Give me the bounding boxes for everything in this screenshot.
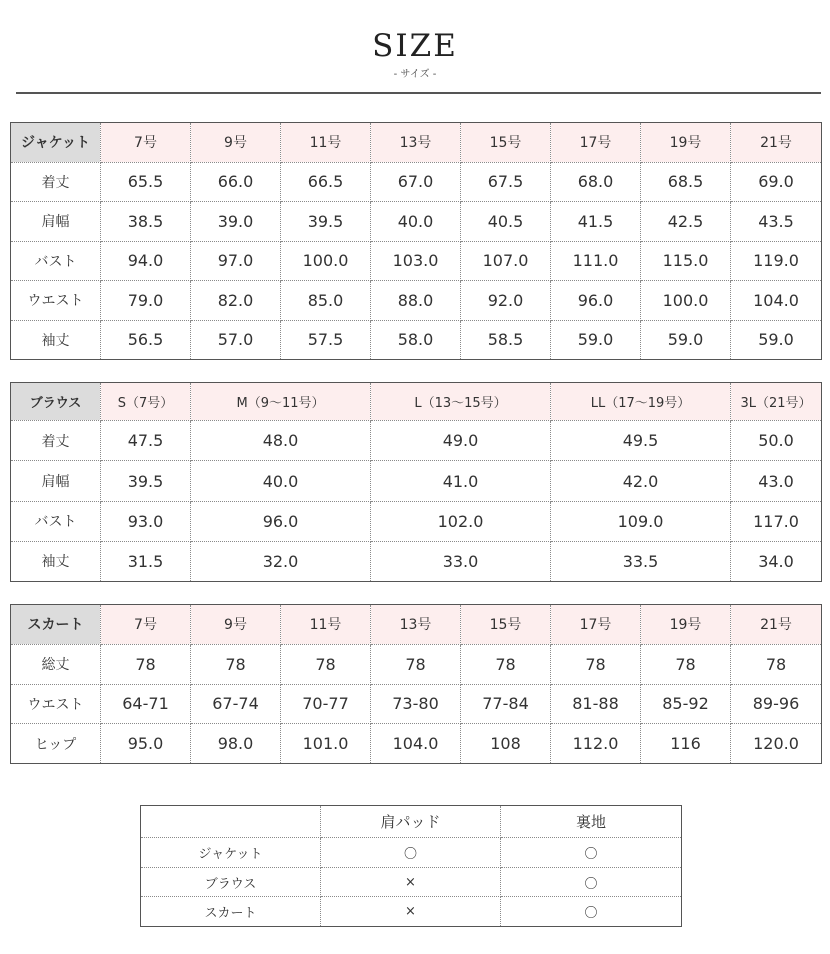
table-cell: 34.0 <box>731 541 822 581</box>
table-cell: 78 <box>281 644 371 684</box>
size-header: 19号 <box>641 123 731 163</box>
table-cell: 66.5 <box>281 162 371 202</box>
size-header: 11号 <box>281 123 371 163</box>
page-title: SIZE <box>372 28 458 64</box>
table-cell: 98.0 <box>191 724 281 764</box>
table-cell: 67.5 <box>461 162 551 202</box>
table-cell: 85-92 <box>641 684 731 724</box>
measurement-label: 着丈 <box>11 421 101 461</box>
table-cell: 59.0 <box>731 320 822 360</box>
size-header: 15号 <box>461 605 551 645</box>
table-cell: 69.0 <box>731 162 822 202</box>
features-row-label: スカート <box>141 897 321 927</box>
size-header: LL（17〜19号） <box>551 383 731 421</box>
table-row <box>11 501 822 541</box>
table-row <box>11 724 822 764</box>
size-header: 17号 <box>551 123 641 163</box>
blouse-header-row <box>11 383 822 421</box>
features-mark: 〇 <box>501 867 682 897</box>
table-cell: 78 <box>731 644 822 684</box>
table-cell: 43.5 <box>731 202 822 242</box>
table-cell: 41.5 <box>551 202 641 242</box>
size-header: 21号 <box>731 605 822 645</box>
table-cell: 58.5 <box>461 320 551 360</box>
table-row <box>11 644 822 684</box>
table-cell: 111.0 <box>551 241 641 281</box>
table-cell: 115.0 <box>641 241 731 281</box>
table-cell: 117.0 <box>731 501 822 541</box>
size-header: 7号 <box>101 123 191 163</box>
table-cell: 67.0 <box>371 162 461 202</box>
table-cell: 120.0 <box>731 724 822 764</box>
features-corner <box>141 806 321 838</box>
table-cell: 94.0 <box>101 241 191 281</box>
jacket-table-label: ジャケット <box>11 123 101 163</box>
table-cell: 39.5 <box>281 202 371 242</box>
table-row <box>11 281 822 321</box>
table-cell: 49.5 <box>551 421 731 461</box>
table-cell: 31.5 <box>101 541 191 581</box>
table-cell: 93.0 <box>101 501 191 541</box>
size-header: 9号 <box>191 123 281 163</box>
table-cell: 33.5 <box>551 541 731 581</box>
table-cell: 79.0 <box>101 281 191 321</box>
size-header: 19号 <box>641 605 731 645</box>
size-header: S（7号） <box>101 383 191 421</box>
size-header: 9号 <box>191 605 281 645</box>
features-header: 肩パッド <box>321 806 501 838</box>
table-cell: 56.5 <box>101 320 191 360</box>
table-cell: 92.0 <box>461 281 551 321</box>
table-cell: 78 <box>371 644 461 684</box>
table-cell: 96.0 <box>551 281 641 321</box>
features-mark: × <box>321 897 501 927</box>
table-cell: 59.0 <box>551 320 641 360</box>
page-subtitle: - サイズ - <box>393 69 437 80</box>
features-mark: 〇 <box>501 838 682 868</box>
table-cell: 102.0 <box>371 501 551 541</box>
measurement-label: 着丈 <box>11 162 101 202</box>
table-cell: 82.0 <box>191 281 281 321</box>
size-header: 11号 <box>281 605 371 645</box>
table-cell: 108 <box>461 724 551 764</box>
table-cell: 43.0 <box>731 461 822 501</box>
table-cell: 103.0 <box>371 241 461 281</box>
measurement-label: バスト <box>11 501 101 541</box>
table-cell: 85.0 <box>281 281 371 321</box>
table-cell: 112.0 <box>551 724 641 764</box>
measurement-label: 肩幅 <box>11 461 101 501</box>
table-row <box>11 241 822 281</box>
table-cell: 57.5 <box>281 320 371 360</box>
skirt-table-label: スカート <box>11 605 101 645</box>
table-cell: 41.0 <box>371 461 551 501</box>
size-header: 15号 <box>461 123 551 163</box>
table-cell: 116 <box>641 724 731 764</box>
table-cell: 40.0 <box>371 202 461 242</box>
table-cell: 40.0 <box>191 461 371 501</box>
title-divider <box>16 92 821 94</box>
measurement-label: 総丈 <box>11 644 101 684</box>
blouse-table-label: ブラウス <box>11 383 101 421</box>
table-cell: 119.0 <box>731 241 822 281</box>
skirt-size-table <box>10 604 822 764</box>
table-cell: 39.0 <box>191 202 281 242</box>
measurement-label: 肩幅 <box>11 202 101 242</box>
skirt-header-row <box>11 605 822 645</box>
size-header: L（13〜15号） <box>371 383 551 421</box>
table-cell: 48.0 <box>191 421 371 461</box>
table-cell: 78 <box>551 644 641 684</box>
table-cell: 40.5 <box>461 202 551 242</box>
table-cell: 59.0 <box>641 320 731 360</box>
table-cell: 96.0 <box>191 501 371 541</box>
table-cell: 42.5 <box>641 202 731 242</box>
features-row-label: ブラウス <box>141 867 321 897</box>
table-cell: 67-74 <box>191 684 281 724</box>
table-cell: 38.5 <box>101 202 191 242</box>
measurement-label: ウエスト <box>11 684 101 724</box>
table-cell: 78 <box>101 644 191 684</box>
table-cell: 68.0 <box>551 162 641 202</box>
table-row <box>141 867 682 897</box>
table-row <box>11 162 822 202</box>
table-cell: 39.5 <box>101 461 191 501</box>
table-cell: 97.0 <box>191 241 281 281</box>
measurement-label: 袖丈 <box>11 541 101 581</box>
size-header: 13号 <box>371 123 461 163</box>
table-cell: 65.5 <box>101 162 191 202</box>
table-cell: 42.0 <box>551 461 731 501</box>
size-header: M（9〜11号） <box>191 383 371 421</box>
table-cell: 78 <box>191 644 281 684</box>
table-row <box>141 838 682 868</box>
measurement-label: 袖丈 <box>11 320 101 360</box>
features-table <box>140 805 682 927</box>
size-header: 17号 <box>551 605 641 645</box>
table-cell: 77-84 <box>461 684 551 724</box>
table-cell: 78 <box>461 644 551 684</box>
features-mark: 〇 <box>501 897 682 927</box>
table-cell: 81-88 <box>551 684 641 724</box>
size-header: 13号 <box>371 605 461 645</box>
table-cell: 57.0 <box>191 320 281 360</box>
measurement-label: ヒップ <box>11 724 101 764</box>
size-header: 3L（21号） <box>731 383 822 421</box>
table-cell: 109.0 <box>551 501 731 541</box>
measurement-label: ウエスト <box>11 281 101 321</box>
table-cell: 49.0 <box>371 421 551 461</box>
table-cell: 89-96 <box>731 684 822 724</box>
jacket-header-row <box>11 123 822 163</box>
table-cell: 32.0 <box>191 541 371 581</box>
table-row <box>11 461 822 501</box>
table-cell: 104.0 <box>731 281 822 321</box>
measurement-label: バスト <box>11 241 101 281</box>
table-cell: 88.0 <box>371 281 461 321</box>
table-row <box>11 684 822 724</box>
table-cell: 104.0 <box>371 724 461 764</box>
features-mark: × <box>321 867 501 897</box>
table-cell: 70-77 <box>281 684 371 724</box>
table-cell: 58.0 <box>371 320 461 360</box>
blouse-size-table <box>10 382 822 582</box>
table-cell: 68.5 <box>641 162 731 202</box>
size-header: 7号 <box>101 605 191 645</box>
table-cell: 100.0 <box>641 281 731 321</box>
features-header-row <box>141 806 682 838</box>
features-row-label: ジャケット <box>141 838 321 868</box>
features-header: 裏地 <box>501 806 682 838</box>
table-cell: 47.5 <box>101 421 191 461</box>
size-header: 21号 <box>731 123 822 163</box>
table-cell: 50.0 <box>731 421 822 461</box>
table-cell: 64-71 <box>101 684 191 724</box>
table-cell: 101.0 <box>281 724 371 764</box>
table-cell: 73-80 <box>371 684 461 724</box>
table-row <box>11 541 822 581</box>
table-cell: 66.0 <box>191 162 281 202</box>
table-cell: 95.0 <box>101 724 191 764</box>
table-cell: 107.0 <box>461 241 551 281</box>
table-cell: 78 <box>641 644 731 684</box>
table-row <box>11 320 822 360</box>
table-row <box>141 897 682 927</box>
table-row <box>11 202 822 242</box>
jacket-size-table <box>10 122 822 360</box>
table-row <box>11 421 822 461</box>
table-cell: 33.0 <box>371 541 551 581</box>
features-mark: 〇 <box>321 838 501 868</box>
table-cell: 100.0 <box>281 241 371 281</box>
